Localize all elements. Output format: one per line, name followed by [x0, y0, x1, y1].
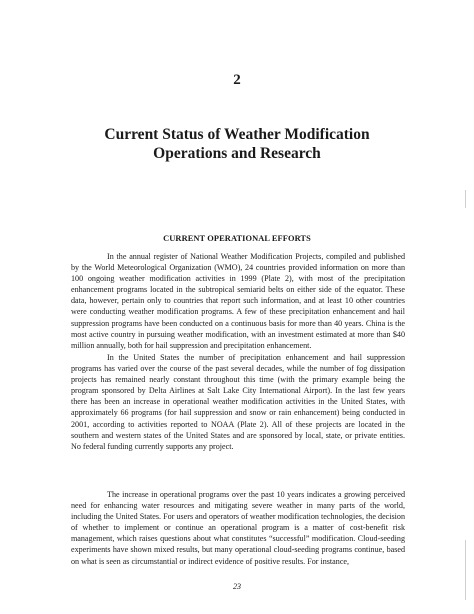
section-heading: CURRENT OPERATIONAL EFFORTS [163, 234, 311, 243]
scan-artifact [465, 190, 466, 208]
chapter-title-line-1: Current Status of Weather Modification [104, 126, 370, 143]
body-paragraph-3: The increase in operational programs over the past 10 years indicates a growing perceived need for enhancing water resources and mitigating severe weather in many parts of the world, including the United States. For users and operators of weather modification technologies, the decision of whether to implement or continue an operational program is a matter of cost-benefit risk management, which raises questions about what constitutes “successful” modification. Cloud-seeding experiments have shown mixed results, but many operational cloud-seeding programs continue, based on what is seen as circumstantial or indirect evidence of positive results. For instance, [71, 490, 405, 566]
chapter-title-line-2: Operations and Research [153, 145, 321, 162]
page-number: 23 [233, 582, 241, 591]
chapter-number: 2 [233, 72, 241, 88]
body-paragraph-2: In the United States the number of precipitation enhancement and hail suppression programs has varied over the course of the past several decades, while the number of fog dissipation projects has remained nearly constant throughout this time (with the primary example being the program sponsored by Delta Airlines at Salt Lake City International Airport). In the last few years there has been an increase in operational weather modification activities in the United States, with approximately 66 programs (for hail suppression and snow or rain enhancement) being conducted in 2001, according to activities reported to NOAA (Plate 2). All of these projects are located in the southern and western states of the United States and are sponsored by local, state, or private entities. No federal funding currently supports any project. [71, 353, 405, 451]
chapter-title [0, 125, 474, 163]
scan-artifact [465, 540, 466, 600]
body-paragraph-1: In the annual register of National Weather Modification Projects, compiled and published by the World Meteorological Organization (WMO), 24 countries provided information on more than 100 ongoing weather modification activities in 1999 (Plate 2), with most of the precipitation enhancement programs located in the subtropical semiarid belts on either side of the equator. These data, however, pertain only to countries that report such information, and at least 10 other countries were conducting weather modification programs. A few of these precipitation enhancement and hail suppression programs have been conducted on a continuous basis for more than 40 years. China is the most active country in pursuing weather modification, with an investment estimated at more than $40 million annually, both for hail suppression and precipitation enhancement. [71, 252, 405, 350]
